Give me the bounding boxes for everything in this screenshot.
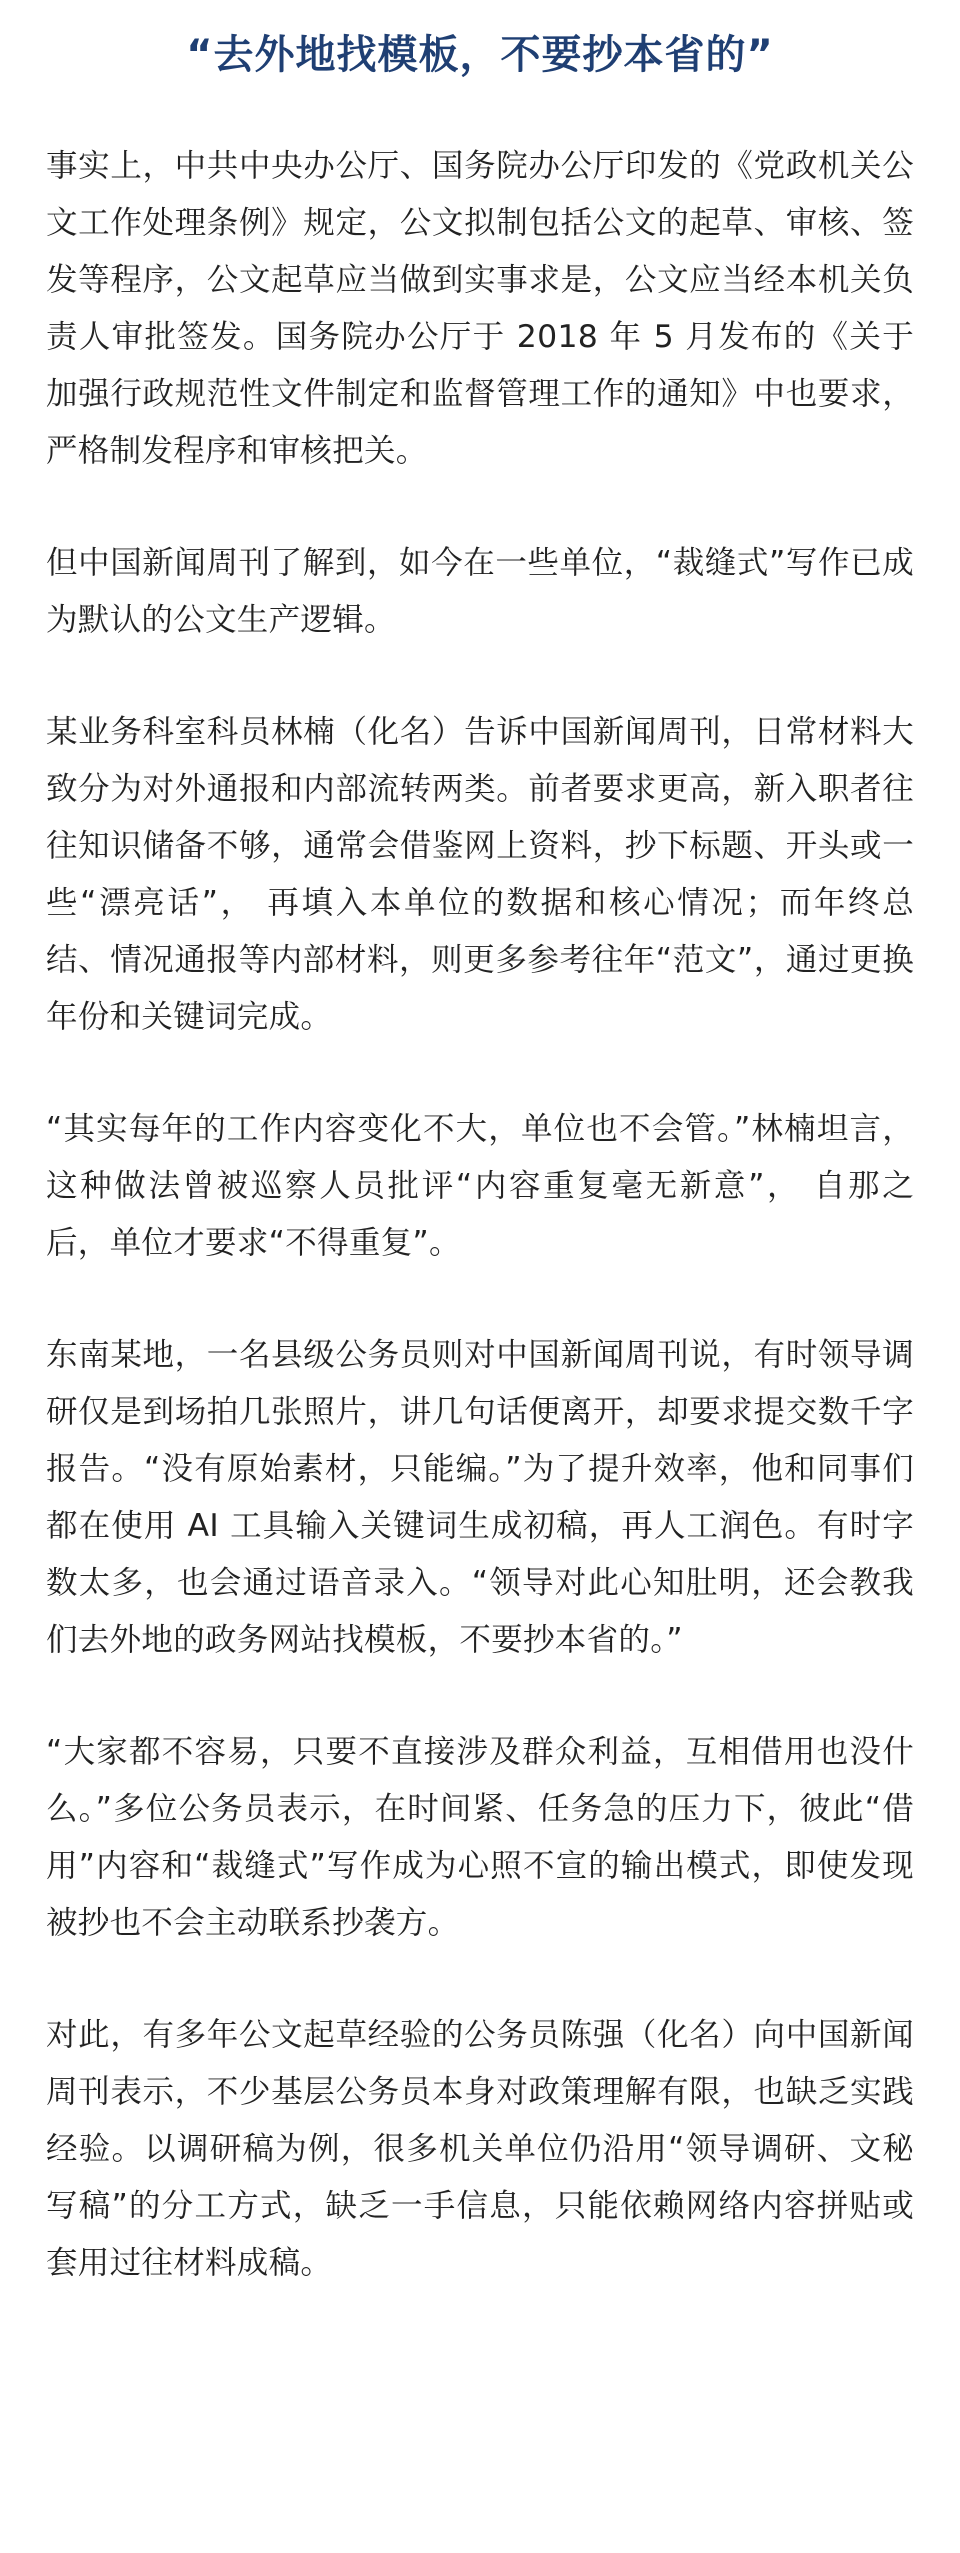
article-paragraph: 对此，有多年公文起草经验的公务员陈强（化名）向中国新闻周刊表示，不少基层公务员本身对政策理解有限，也缺乏实践经验。以调研稿为例，很多机关单位仍沿用“领导调研、文秘写稿”的分工方式，缺乏一手信息，只能依赖网络内容拼贴或套用过往材料成稿。 <box>46 2017 914 2281</box>
article-paragraph: “大家都不容易，只要不直接涉及群众利益，互相借用也没什么。”多位公务员表示，在时间紧、任务急的压力下，彼此“借用”内容和“裁缝式”写作成为心照不宣的输出模式，即使发现被抄也不会主动联系抄袭方。 <box>46 1734 914 1941</box>
article-paragraph: 东南某地，一名县级公务员则对中国新闻周刊说，有时领导调研仅是到场拍几张照片，讲几句话便离开，却要求提交数千字报告。“没有原始素材，只能编。”为了提升效率，他和同事们都在使用 AI 工具输入关键词生成初稿，再人工润色。有时字数太多，也会通过语音录入。“领导对此心知肚明，还会教我们去外地的政务网站找模板，不要抄本省的。” <box>46 1337 914 1658</box>
article-paragraph: 某业务科室科员林楠（化名）告诉中国新闻周刊，日常材料大致分为对外通报和内部流转两类。前者要求更高，新入职者往往知识储备不够，通常会借鉴网上资料，抄下标题、开头或一些“漂亮话”， 再填入本单位的数据和核心情况；而年终总结、情况通报等内部材料，则更多参考往年“范文”，通过更换年份和关键词完成。 <box>46 714 914 1035</box>
article-paragraph: “其实每年的工作内容变化不大，单位也不会管。”林楠坦言，这种做法曾被巡察人员批评“内容重复毫无新意”， 自那之后，单位才要求“不得重复”。 <box>46 1111 914 1261</box>
article-paragraph: 事实上，中共中央办公厅、国务院办公厅印发的《党政机关公文工作处理条例》规定，公文拟制包括公文的起草、审核、签发等程序，公文起草应当做到实事求是，公文应当经本机关负责人审批签发。国务院办公厅于 2018 年 5 月发布的《关于加强行政规范性文件制定和监督管理工作的通知》中也要求，严格制发程序和审核把关。 <box>46 148 914 469</box>
article-title: “去外地找模板，不要抄本省的” <box>186 32 774 78</box>
article-body <box>46 138 914 2292</box>
article-paragraph: 但中国新闻周刊了解到，如今在一些单位，“裁缝式”写作已成为默认的公文生产逻辑。 <box>46 545 914 638</box>
